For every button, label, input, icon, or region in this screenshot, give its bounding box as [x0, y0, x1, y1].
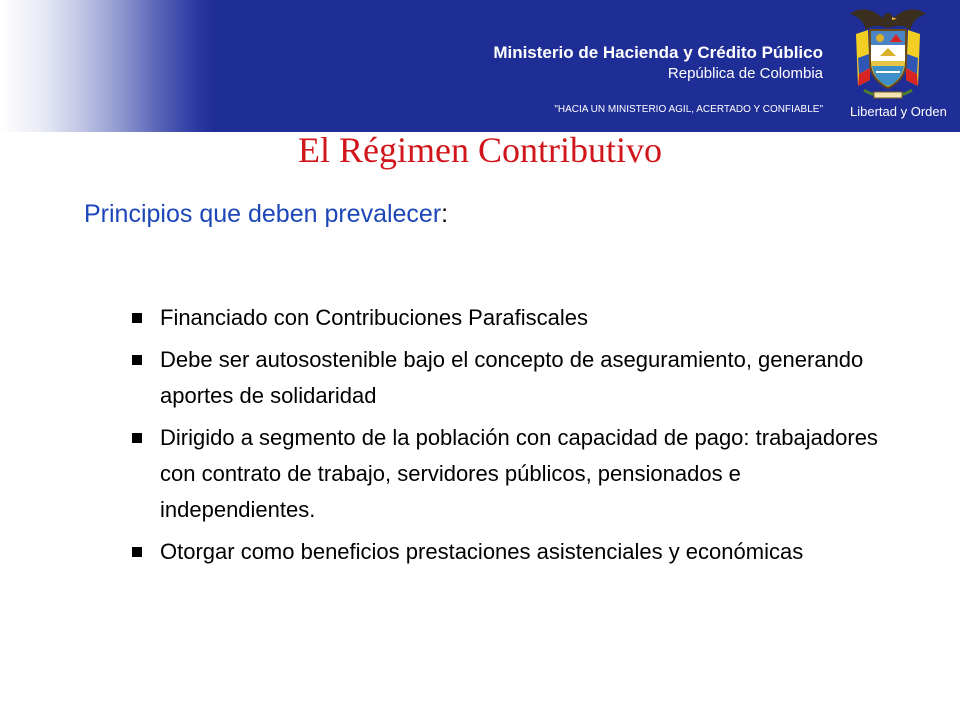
ministry-block: [493, 42, 823, 84]
subtitle-text: Principios que deben prevalecer: [84, 200, 442, 228]
colombia-coat-of-arms-icon: [846, 4, 930, 102]
square-bullet-icon: [132, 355, 142, 365]
bullet-list: [130, 300, 890, 576]
republic-name: República de Colombia: [667, 65, 823, 82]
square-bullet-icon: [132, 433, 142, 443]
square-bullet-icon: [132, 313, 142, 323]
bullet-text: Otorgar como beneficios prestaciones asistenciales y económicas: [160, 539, 804, 564]
bullet-text: Debe ser autosostenible bajo el concepto de aseguramiento, generando aportes de solidaridad: [160, 347, 864, 408]
crest-motto: Libertad y Orden: [850, 104, 947, 119]
bullet-item: [130, 534, 890, 570]
bullet-text: Dirigido a segmento de la población con capacidad de pago: trabajadores con contrato de trabajo, servidores públicos, pensionados e independientes.: [160, 425, 878, 522]
bullet-item: [130, 300, 890, 336]
header-banner: [0, 0, 960, 132]
ministry-name: Ministerio de Hacienda y Crédito Público: [493, 43, 823, 62]
slide-subtitle: [84, 196, 448, 232]
square-bullet-icon: [132, 547, 142, 557]
slide-title: El Régimen Contributivo: [298, 130, 662, 170]
subtitle-colon: :: [441, 200, 449, 228]
bullet-item: [130, 342, 890, 414]
bullet-text: Financiado con Contribuciones Parafiscales: [160, 305, 589, 330]
bullet-item: [130, 420, 890, 528]
ministry-slogan: "HACIA UN MINISTERIO AGIL, ACERTADO Y CONFIABLE": [554, 104, 823, 115]
